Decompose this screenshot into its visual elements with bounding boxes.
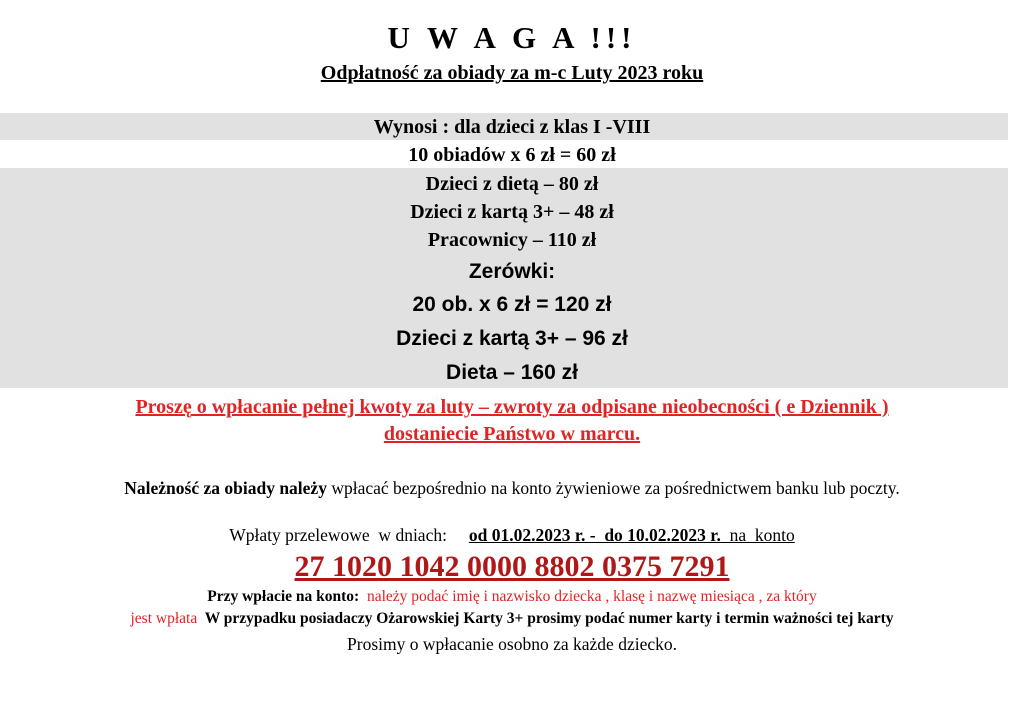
price-diet: Dzieci z dietą – 80 zł: [425, 173, 599, 195]
payment-dates: [0, 523, 1024, 547]
payment-info-line-1: [0, 586, 1024, 608]
payment-info-bold: Przy wpłacie na konto:: [207, 588, 360, 605]
account-number: 27 1020 1042 0000 8802 0375 7291: [294, 550, 730, 583]
price-standard: 10 obiadów x 6 zł = 60 zł: [408, 144, 616, 166]
payment-due: [0, 476, 1024, 500]
notice-line-2: dostaniecie Państwo w marcu.: [383, 423, 641, 445]
payment-due-rest: wpłacać bezpośrednio na konto żywieniowe za pośrednictwem banku lub poczty.: [326, 478, 900, 498]
zerowki-heading: Zerówki:: [468, 260, 556, 283]
payment-info-red: należy podać imię i nazwisko dziecka , klasę i nazwę miesiąca , za który: [359, 588, 817, 605]
zerowki-diet: Dieta – 160 zł: [446, 361, 578, 384]
price-intro: Wynosi : dla dzieci z klas I -VIII: [373, 116, 651, 138]
payment-dates-range: od 01.02.2023 r. - do 10.02.2023 r.: [468, 525, 721, 545]
payment-dates-suffix: na konto: [720, 525, 795, 545]
price-card: Dzieci z kartą 3+ – 48 zł: [410, 201, 614, 223]
payment-info2-bold: W przypadku posiadaczy Ożarowskiej Karty 3+ prosimy podać numer karty i termin ważności tej karty: [197, 610, 894, 627]
payment-due-bold: Należność za obiady należy: [124, 478, 327, 498]
price-staff: Pracownicy – 110 zł: [427, 229, 597, 251]
payment-dates-prefix: Wpłaty przelewowe w dniach:: [229, 525, 469, 545]
payment-closing: Prosimy o wpłacanie osobno za każde dziecko.: [347, 634, 677, 654]
page-subtitle: Odpłatność za obiady za m-c Luty 2023 roku: [320, 62, 704, 84]
zerowki-standard: 20 ob. x 6 zł = 120 zł: [412, 293, 612, 316]
page-title: U W A G A !!!: [387, 20, 637, 55]
payment-info-line-2: [0, 608, 1024, 630]
zerowki-card: Dzieci z kartą 3+ – 96 zł: [396, 327, 628, 350]
notice-line-1: Proszę o wpłacanie pełnej kwoty za luty – zwroty za odpisane nieobecności ( e Dziennik ): [135, 396, 889, 418]
payment-info2-red: jest wpłata: [130, 610, 198, 627]
